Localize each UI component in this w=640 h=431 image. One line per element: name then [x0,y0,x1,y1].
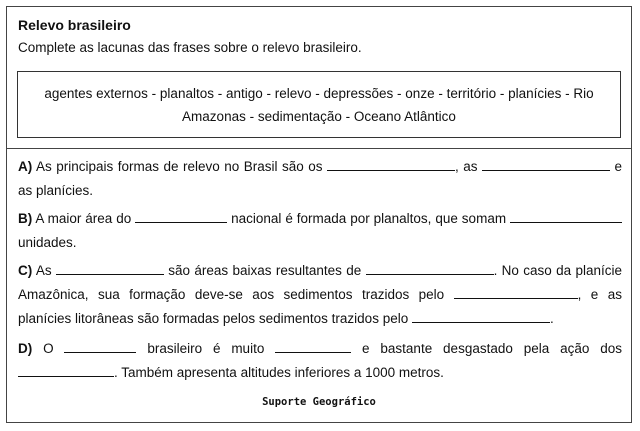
answer-blank[interactable] [454,284,578,299]
answer-blank[interactable] [18,362,114,377]
answer-blank[interactable] [135,208,227,223]
answer-blank[interactable] [482,156,610,171]
question-a [18,155,622,203]
question-text: . No caso da planície Amazônica, sua formação deve-se aos sedimentos trazidos pelo [18,263,622,302]
question-text: A maior área do [32,211,136,226]
question-text: unidades. [18,235,77,250]
question-d [18,337,622,385]
worksheet-title: Relevo brasileiro [18,17,131,33]
answer-blank[interactable] [56,260,164,275]
answer-blank[interactable] [327,156,455,171]
word-bank-line-2: Amazonas - sedimentação - Oceano Atlântico [182,109,456,124]
question-text: . [549,311,554,326]
question-text: e as planícies. [18,159,622,198]
answer-blank[interactable] [64,338,136,353]
question-text: . Também apresenta altitudes inferiores a 1000 metros. [114,365,444,380]
question-text: , e as planícies litorâneas são formadas pelos sedimentos trazidos pelo [18,287,622,326]
question-label: B) [18,211,33,226]
question-text: nacional é formada por planaltos, que somam [227,211,510,226]
answer-blank[interactable] [366,260,494,275]
question-label: C) [18,263,33,278]
worksheet [6,6,632,423]
answer-blank[interactable] [510,208,622,223]
word-bank-box [17,71,621,138]
word-bank-line-1: agentes externos - planaltos - antigo - relevo - depressões - onze - território - planícies - Rio [44,86,594,101]
answer-blank[interactable] [412,308,550,323]
question-text: brasileiro é muito [136,341,276,356]
question-text: , as [455,159,482,174]
question-text: As [32,263,56,278]
question-text: As principais formas de relevo no Brasil são os [32,159,328,174]
question-label: A) [18,159,33,174]
question-text: e bastante desgastado pela ação dos [351,341,622,356]
section-divider [7,148,631,149]
instruction-text: Complete as lacunas das frases sobre o relevo brasileiro. [18,40,362,55]
answer-blank[interactable] [275,338,351,353]
question-text: O [32,341,65,356]
question-text: são áreas baixas resultantes de [163,263,366,278]
source-credit: Suporte Geográfico [262,396,376,408]
question-c [18,259,622,331]
question-b [18,207,622,255]
question-label: D) [18,341,33,356]
